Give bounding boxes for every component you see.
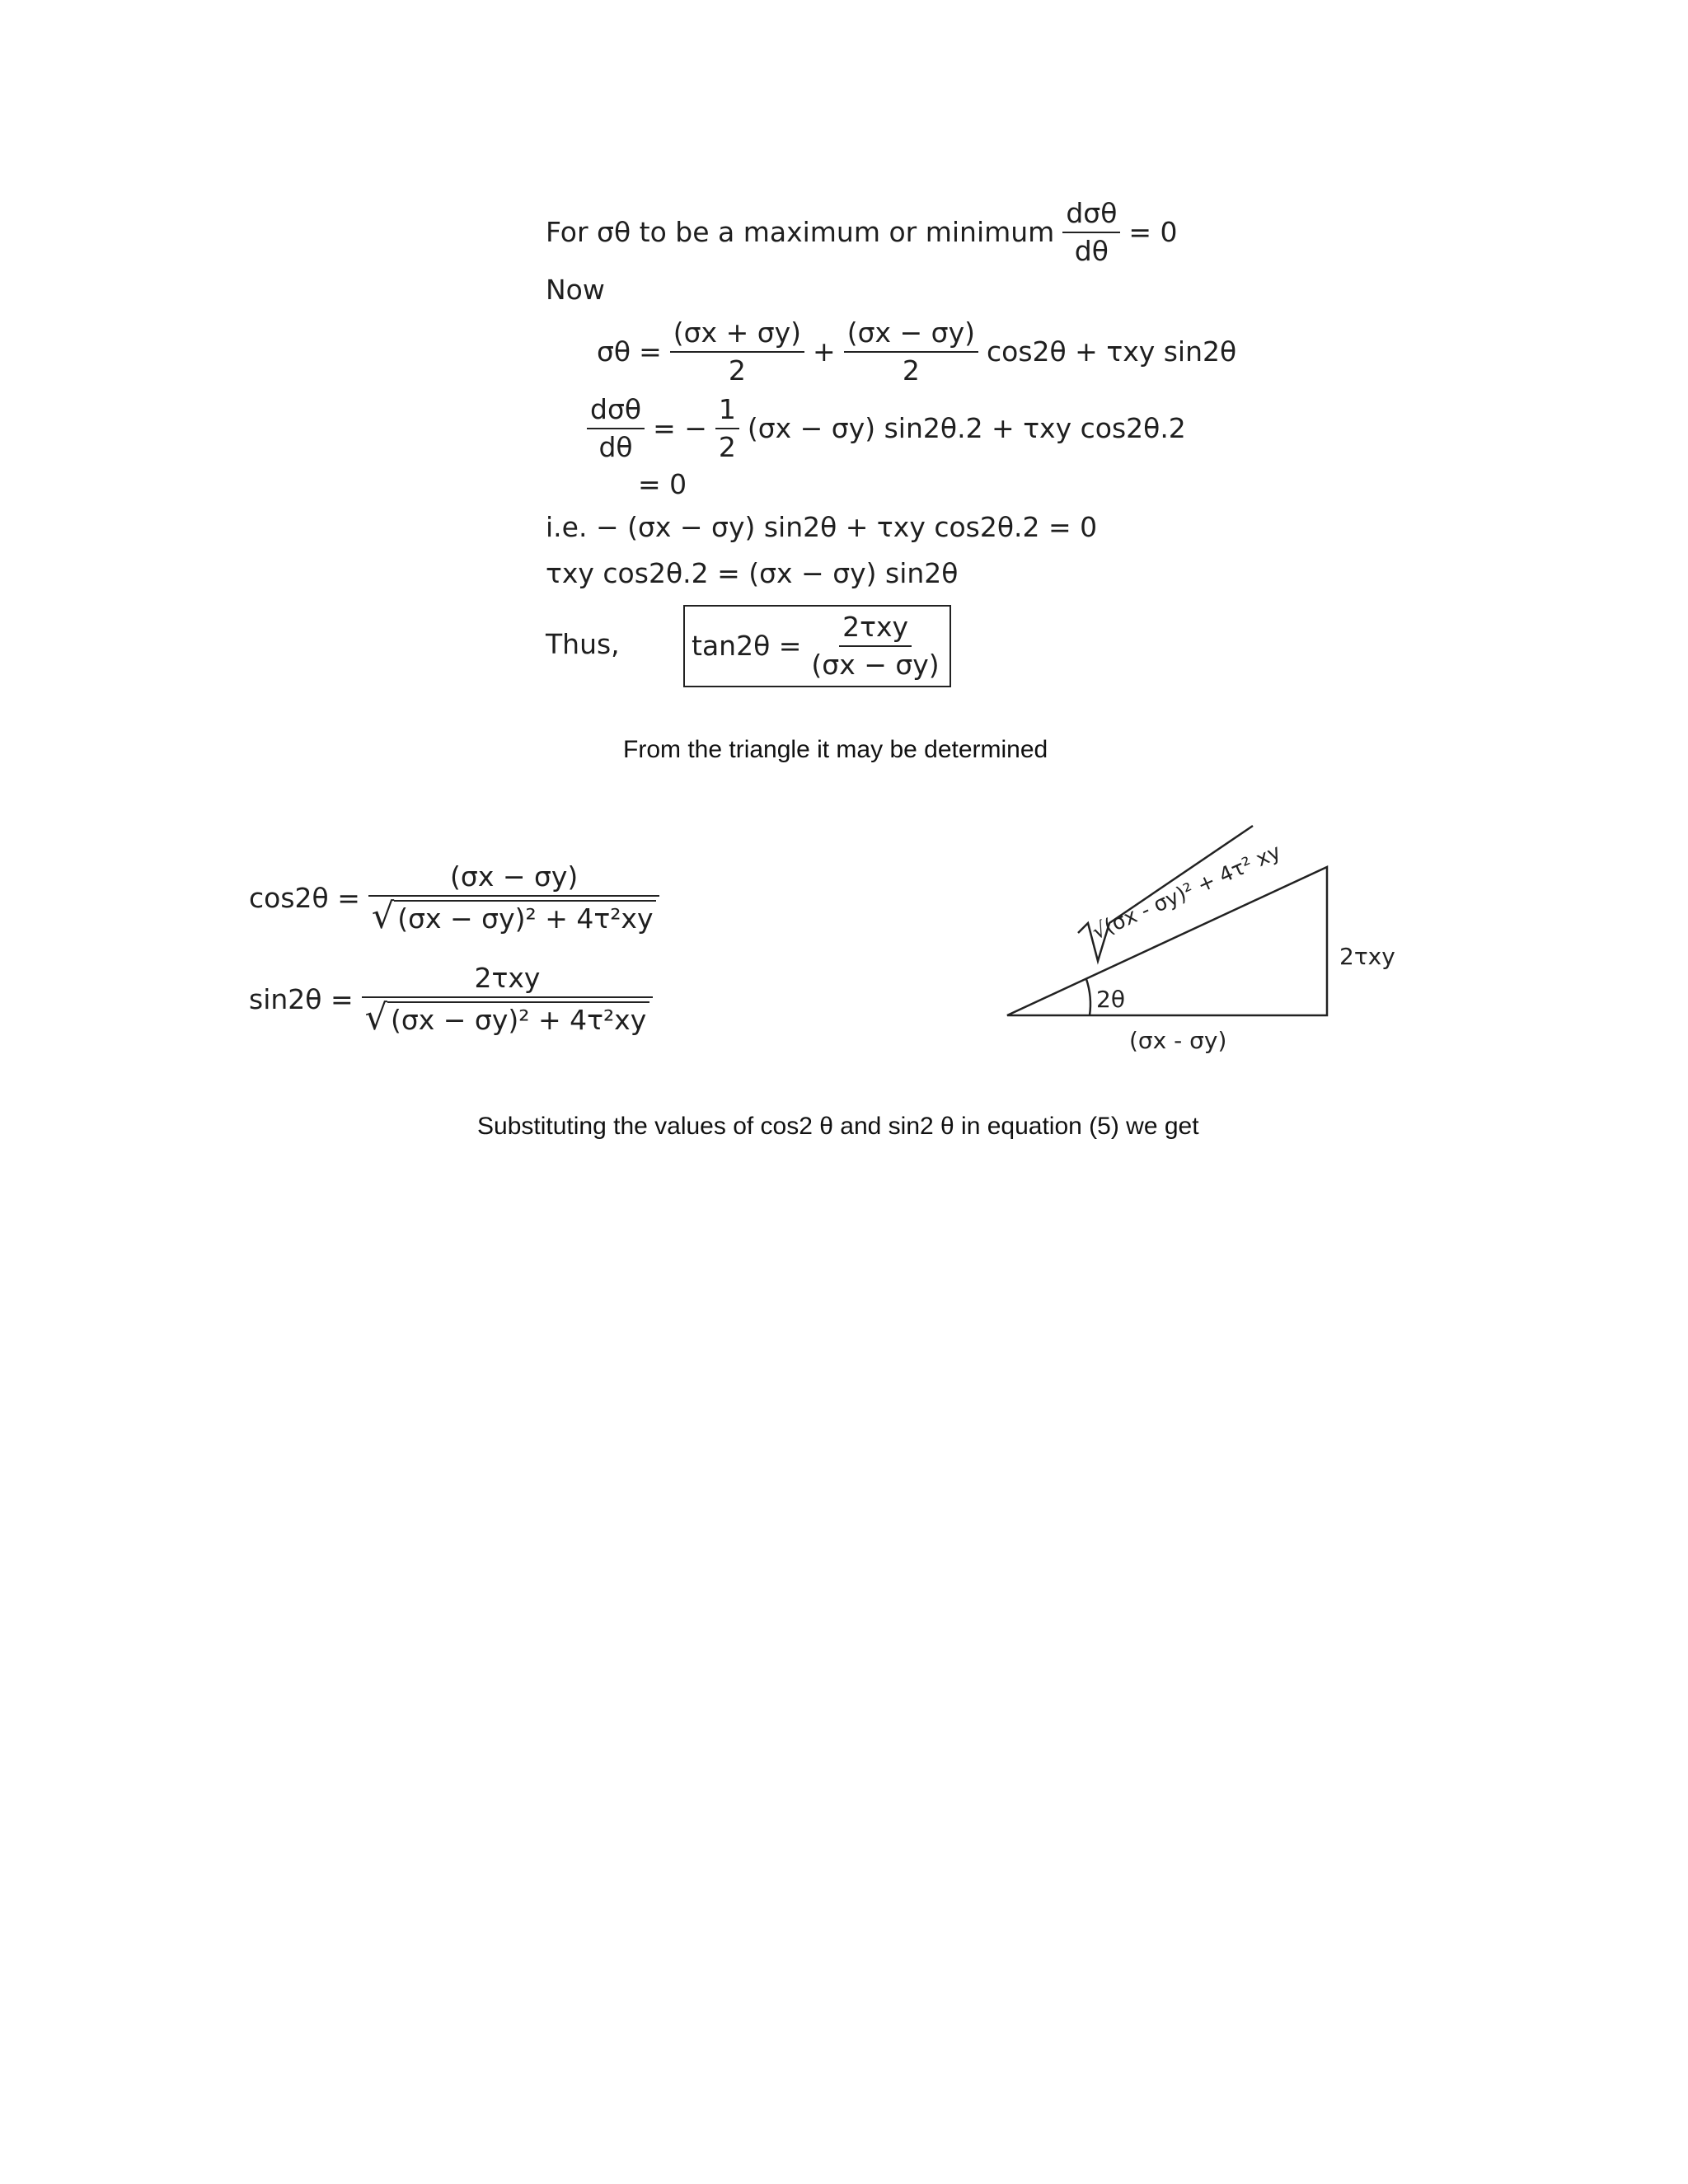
substitute-caption: Substituting the values of cos2 θ and sin2 θ in equation (5) we get xyxy=(477,1113,1199,1140)
sigma-theta-equation: σθ = $\frac{(\sigma x + \sigma y)}{2}$ + $\frac{(\sigma x - \sigma y)}{2}$ cos2θ + τxy sin2θ xyxy=(597,316,1237,387)
thus-label: Thus, xyxy=(546,628,620,660)
base-label: (σx - σy) xyxy=(1129,1027,1227,1054)
side-label: 2τxy xyxy=(1339,943,1395,970)
derivative-fraction: $\frac{\text{dσθ}}{d\theta}$ xyxy=(1062,198,1120,267)
cos-result: cos2θ = (σx − σy) √ (σx − σy)² + 4τ²xy xyxy=(249,861,659,935)
triangle-diagram xyxy=(989,799,1451,1071)
angle-arc xyxy=(1086,979,1090,1015)
ie-equation: i.e. − (σx − σy) sin2θ + τxy cos2θ.2 = 0 xyxy=(546,511,1098,543)
condition-text: For σθ to be a maximum or minimum xyxy=(546,216,1055,249)
condition-line: For σθ to be a maximum or minimum $\frac{\text{dσθ}}{d\theta}$ = 0 xyxy=(546,197,1178,267)
hyp-label: √(σx - σy)² + 4τ² xy xyxy=(1088,839,1285,944)
angle-label: 2θ xyxy=(1096,986,1125,1013)
equals-zero: = 0 xyxy=(638,468,687,500)
derivative-equation: $\frac{\text{dσθ}}{d\theta}$ = − $\frac{1}{2}$ (σx − σy) sin2θ.2 + τxy cos2θ.2 xyxy=(587,394,1186,463)
tau-equation: τxy cos2θ.2 = (σx − σy) sin2θ xyxy=(546,557,959,589)
tan-result-box: tan2θ = $\frac{\text{2τxy}}{(\sigma x - \sigma y)}$ xyxy=(683,605,951,687)
sin-result: sin2θ = 2τxy √ (σx − σy)² + 4τ²xy xyxy=(249,963,653,1036)
now-label: Now xyxy=(546,274,605,306)
triangle-caption: From the triangle it may be determined xyxy=(623,736,1048,763)
